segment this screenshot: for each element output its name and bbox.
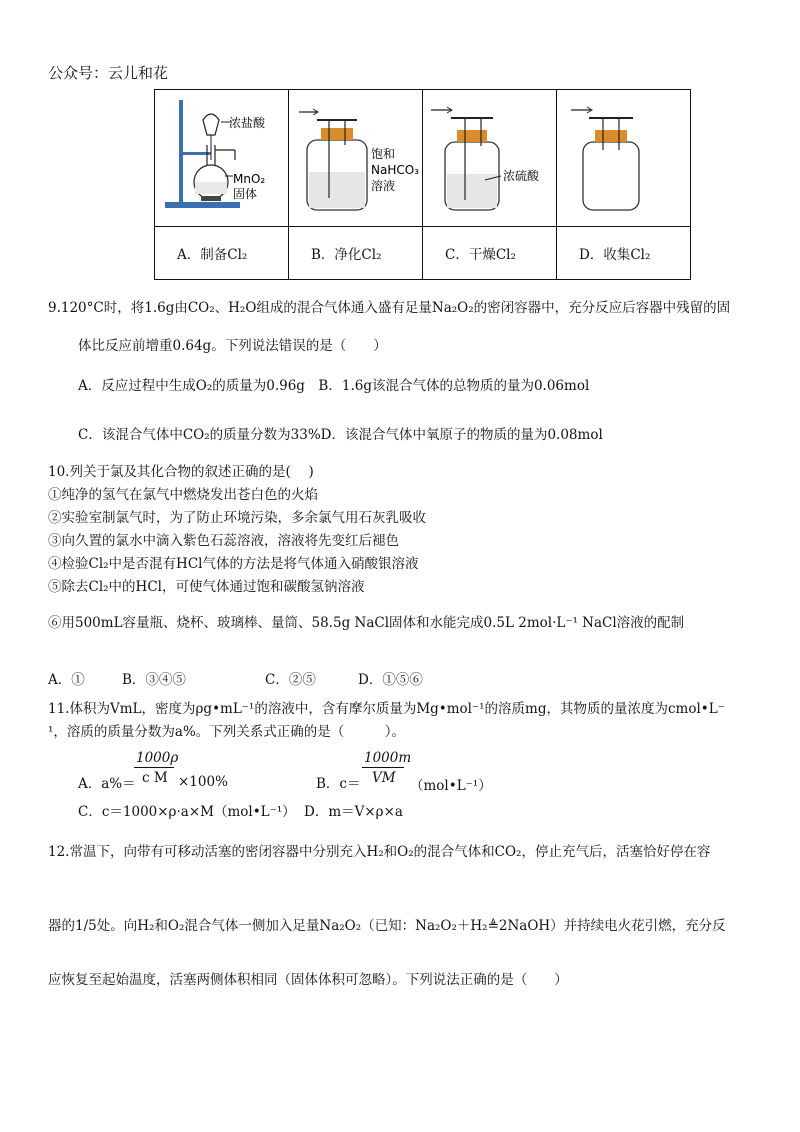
caption-b: B．净化Cl₂ <box>289 227 423 280</box>
q9-stem-line2: 体比反应前增重0.64g。下列说法错误的是（ ） <box>78 338 387 354</box>
q11-option-b-denominator: VM <box>372 770 396 786</box>
q9-options-cd: C．该混合气体中CO₂的质量分数为33%D．该混合气体中氧原子的物质的量为0.08mol <box>78 427 603 443</box>
label-conc-hcl: 浓盐酸 <box>229 116 266 130</box>
q11-option-b-prefix: B．c＝ <box>316 776 361 792</box>
q10-item-3: ③向久置的氯水中滴入紫色石蕊溶液，溶液将先变红后褪色 <box>48 533 399 549</box>
q10-stem: 10.列关于氯及其化合物的叙述正确的是( ) <box>48 464 314 480</box>
q10-option-c: C．②⑤ <box>265 672 316 688</box>
caption-d: D．收集Cl₂ <box>557 227 691 280</box>
q10-item-1: ①纯净的氢气在氯气中燃烧发出苍白色的火焰 <box>48 487 318 503</box>
q9-stem-line1: 9.120°C时，将1.6g由CO₂、H₂O组成的混合气体通入盛有足量Na₂O₂的密闭容器中，充分反应后容器中残留的固 <box>48 300 731 316</box>
q11-option-b-suffix: （mol•L⁻¹） <box>410 778 492 794</box>
collecting-bottle-icon <box>557 90 690 222</box>
q10-item-2: ②实验室制氯气时，为了防止环境污染，多余氯气用石灰乳吸收 <box>48 510 426 526</box>
q10-option-d: D．①⑤⑥ <box>358 672 423 688</box>
q11-option-c: C．c＝1000×ρ·a×M（mol•L⁻¹） <box>78 804 296 820</box>
label-solution: 溶液 <box>371 179 396 193</box>
q11-option-a-prefix: A．a%＝ <box>78 776 136 792</box>
label-mno2: MnO₂ <box>233 172 266 186</box>
q10-item-5: ⑤除去Cl₂中的HCl，可使气体通过饱和碳酸氢钠溶液 <box>48 579 365 595</box>
q11-option-a-denominator: c M <box>142 770 168 786</box>
q11-option-b-numerator: 1000m <box>364 750 412 766</box>
q10-item-6: ⑥用500mL容量瓶、烧杯、玻璃棒、量筒、58.5g NaCl固体和水能完成0.5L 2mol·L⁻¹ NaCl溶液的配制 <box>48 615 685 631</box>
q12-line2: 器的1/5处。向H₂和O₂混合气体一侧加入足量Na₂O₂（已知：Na₂O₂＋H₂≜2NaOH）并持续电火花引燃，充分反 <box>48 918 726 934</box>
apparatus-table <box>154 89 691 280</box>
q12-line3: 应恢复至起始温度，活塞两侧体积相同（固体体积可忽略）。下列说法正确的是（ ） <box>48 972 568 988</box>
label-saturated: 饱和 <box>371 147 396 161</box>
q11-stem-line1: 11.体积为VmL，密度为ρg•mL⁻¹的溶液中，含有摩尔质量为Mg•mol⁻¹的溶质mg，其物质的量浓度为cmol•L⁻ <box>48 701 725 717</box>
wash-bottle-icon <box>289 90 422 222</box>
label-solid: 固体 <box>233 187 258 201</box>
q11-option-d: D．m＝V×ρ×a <box>304 804 403 820</box>
q10-option-b: B．③④⑤ <box>122 672 186 688</box>
drying-bottle-icon <box>423 90 556 222</box>
label-conc-h2so4: 浓硫酸 <box>503 169 540 183</box>
q10-option-a: A．① <box>48 672 85 688</box>
label-nahco3: NaHCO₃ <box>371 163 419 177</box>
q12-line1: 12.常温下，向带有可移动活塞的密闭容器中分别充入H₂和O₂的混合气体和CO₂，停止充气后，活塞恰好停在容 <box>48 844 711 860</box>
apparatus-d-image <box>557 90 691 227</box>
apparatus-a-image <box>155 90 289 227</box>
q11-option-a-suffix: ×100% <box>178 774 228 790</box>
q11-stem-line2: ¹，溶质的质量分数为a%。下列关系式正确的是（ ）。 <box>48 724 406 740</box>
chlorine-generator-icon <box>155 90 288 222</box>
q10-item-4: ④检验Cl₂中是否混有HCl气体的方法是将气体通入硝酸银溶液 <box>48 556 419 572</box>
caption-a: A．制备Cl₂ <box>155 227 289 280</box>
q11-option-a-fraction-bar <box>134 767 174 768</box>
q11-option-b-fraction-bar <box>362 767 404 768</box>
apparatus-c-image <box>423 90 557 227</box>
apparatus-b-image <box>289 90 423 227</box>
q9-options-ab: A．反应过程中生成O₂的质量为0.96g B．1.6g该混合气体的总物质的量为0.06mol <box>78 378 590 394</box>
header-text: 公众号：云儿和花 <box>48 64 169 82</box>
caption-c: C．干燥Cl₂ <box>423 227 557 280</box>
q11-option-a-numerator: 1000ρ <box>136 750 179 766</box>
